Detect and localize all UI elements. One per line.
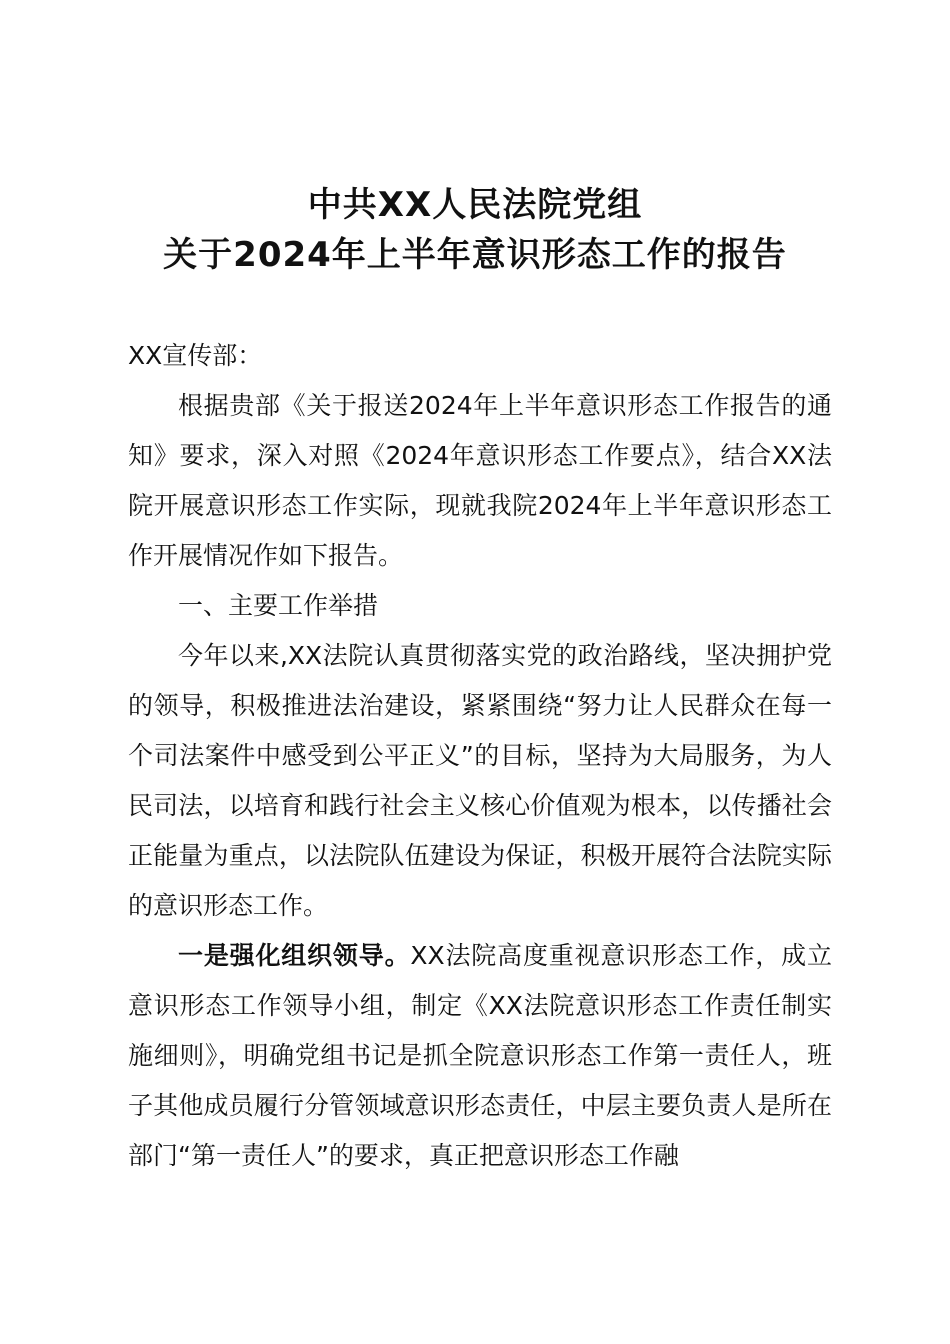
section-heading: 一、主要工作举措 (178, 591, 379, 620)
salutation: XX宣传部： (128, 341, 263, 370)
document-body (128, 331, 832, 1181)
document-title (0, 180, 950, 280)
paragraph-lead: 一是强化组织领导。 (178, 941, 411, 970)
title-line-2: 关于2024年上半年意识形态工作的报告 (163, 235, 787, 275)
title-line-1: 中共XX人民法院党组 (307, 185, 643, 225)
paragraph-intro: 根据贵部《关于报送2024年上半年意识形态工作报告的通知》要求，深入对照《2024年意识形态工作要点》，结合XX法院开展意识形态工作实际，现就我院2024年上半年意识形态工作开展情况作如下报告。 (128, 391, 832, 570)
paragraph-overview: 今年以来,XX法院认真贯彻落实党的政治路线，坚决拥护党的领导，积极推进法治建设，紧紧围绕“努力让人民群众在每一个司法案件中感受到公平正义”的目标，坚持为大局服务，为人民司法，以培育和践行社会主义核心价值观为根本，以传播社会正能量为重点，以法院队伍建设为保证，积极开展符合法院实际的意识形态工作。 (128, 641, 832, 920)
paragraph-organization (128, 931, 832, 1181)
paragraph-organization-text: XX法院高度重视意识形态工作，成立意识形态工作领导小组，制定《XX法院意识形态工作责任制实施细则》，明确党组书记是抓全院意识形态工作第一责任人，班子其他成员履行分管领域意识形态责任，中层主要负责人是所在部门“第一责任人”的要求，真正把意识形态工作融 (128, 941, 832, 1170)
